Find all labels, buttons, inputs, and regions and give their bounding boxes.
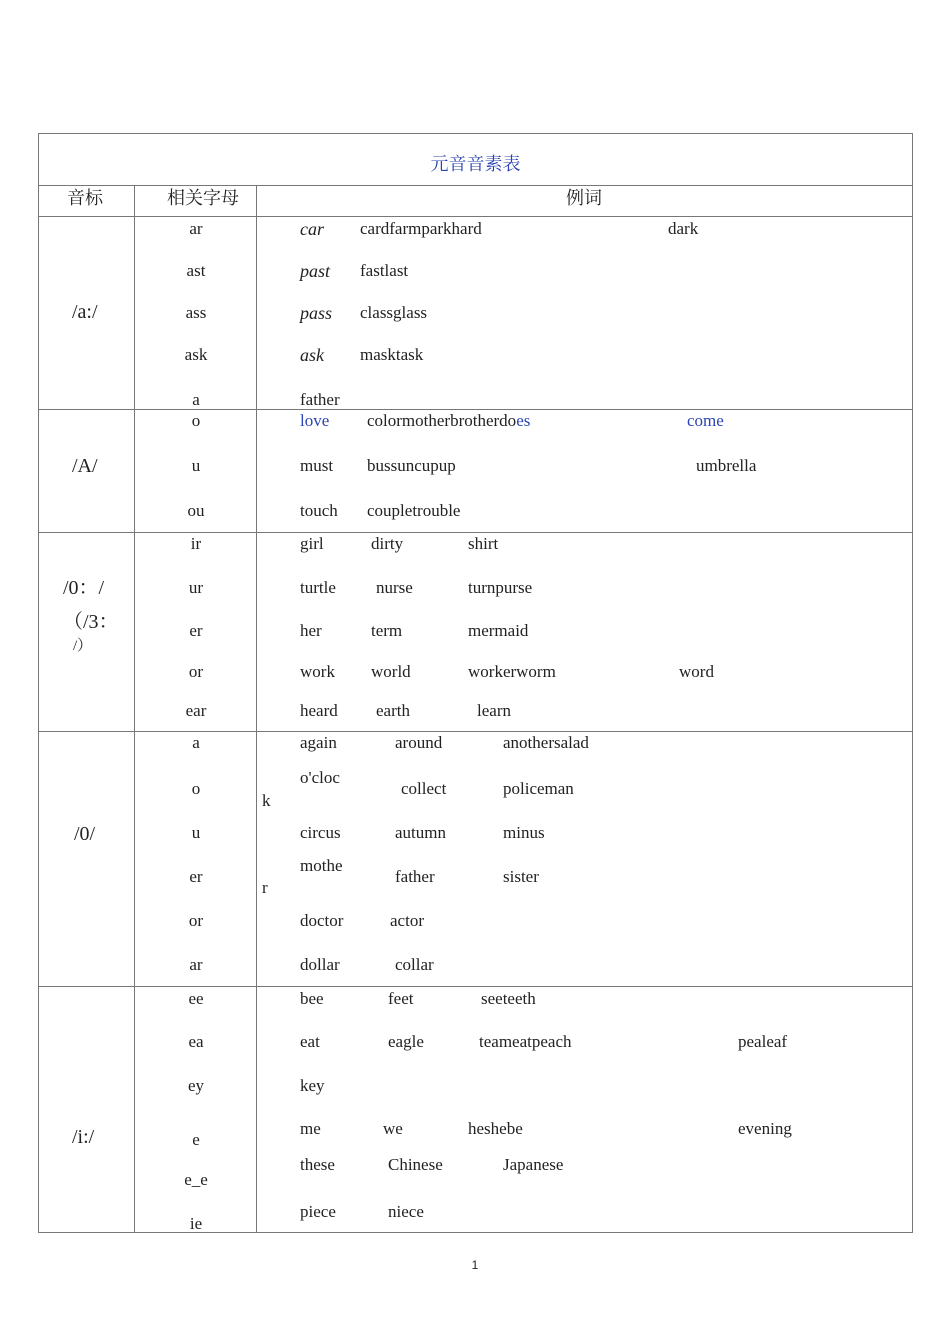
example-word: teameatpeach — [479, 1032, 572, 1051]
key-word: ask — [300, 345, 324, 365]
header-letters: 相关字母 — [167, 188, 239, 209]
example-word: evening — [738, 1119, 792, 1138]
phonetic-symbol: /0：/ — [63, 577, 105, 599]
example-word: heard — [300, 701, 338, 720]
letter-pattern: ou — [187, 501, 205, 520]
vowel-table — [38, 133, 913, 1233]
header-symbol: 音标 — [67, 188, 103, 209]
example-word: we — [383, 1119, 403, 1138]
example-word: sister — [503, 867, 539, 886]
example-word-fragment: k — [262, 791, 271, 810]
example-word: nurse — [376, 578, 413, 597]
example-word: masktask — [360, 345, 424, 364]
example-word: touch — [300, 501, 338, 520]
example-word: father — [300, 390, 340, 409]
table-title: 元音音素表 — [430, 154, 521, 175]
divider — [38, 532, 913, 533]
letter-pattern: ask — [184, 345, 208, 364]
example-word: seeteeth — [481, 989, 536, 1008]
letter-pattern: u — [191, 456, 201, 475]
example-word: love — [300, 411, 330, 430]
example-word: heshebe — [468, 1119, 523, 1138]
example-word: word — [679, 662, 714, 681]
key-word: car — [300, 219, 324, 239]
example-word: around — [395, 733, 443, 752]
letter-pattern: ast — [186, 261, 206, 280]
example-word: work — [300, 662, 335, 681]
example-word: me — [300, 1119, 321, 1138]
letter-pattern: ea — [188, 1032, 204, 1051]
phonetic-symbol-alt: （/3： — [63, 611, 119, 633]
divider — [38, 216, 913, 217]
example-word: turtle — [300, 578, 336, 597]
example-word: actor — [390, 911, 424, 930]
example-word: must — [300, 456, 334, 475]
example-word: learn — [477, 701, 511, 720]
example-word: world — [371, 662, 411, 681]
letter-pattern: ir — [190, 534, 202, 553]
divider — [38, 731, 913, 732]
example-word: workerworm — [468, 662, 556, 681]
key-word: pass — [300, 303, 333, 323]
example-word: anothersalad — [503, 733, 589, 752]
example-word: umbrella — [696, 456, 757, 475]
example-word: come — [687, 411, 724, 430]
example-word: earth — [376, 701, 410, 720]
example-word: girl — [300, 534, 324, 553]
example-word: these — [300, 1155, 335, 1174]
phonetic-symbol: /0/ — [74, 823, 96, 845]
example-word: collect — [401, 779, 447, 798]
example-word: pealeaf — [738, 1032, 788, 1051]
divider — [38, 185, 913, 186]
example-word: feet — [388, 989, 414, 1008]
letter-pattern: e — [192, 1130, 200, 1149]
example-word: bussuncupup — [367, 456, 456, 475]
example-word: father — [395, 867, 435, 886]
example-word: turnpurse — [468, 578, 533, 597]
key-word: past — [300, 261, 331, 281]
letter-pattern: e_e — [184, 1170, 208, 1189]
letter-pattern: ur — [188, 578, 204, 597]
letter-pattern: u — [191, 823, 201, 842]
example-word: term — [371, 621, 403, 640]
letter-pattern: or — [188, 662, 204, 681]
example-word: piece — [300, 1202, 336, 1221]
phonetic-symbol: /i:/ — [72, 1126, 95, 1148]
header-examples: 例词 — [566, 188, 602, 209]
letter-pattern: ie — [189, 1214, 203, 1233]
letter-pattern: er — [189, 621, 203, 640]
example-word: dark — [668, 219, 699, 238]
letter-pattern: ee — [188, 989, 204, 1008]
letter-pattern: ar — [189, 955, 203, 974]
example-word: dirty — [371, 534, 404, 553]
example-word: classglass — [360, 303, 428, 322]
example-word: o'cloc — [300, 768, 340, 787]
page-number: 1 — [471, 1258, 479, 1272]
example-word: policeman — [503, 779, 574, 798]
example-word: again — [300, 733, 337, 752]
letter-pattern: a — [192, 390, 200, 409]
example-word: coupletrouble — [367, 501, 461, 520]
letter-pattern: ey — [187, 1076, 205, 1095]
example-word: key — [300, 1076, 325, 1095]
example-word: Chinese — [388, 1155, 443, 1174]
example-word: circus — [300, 823, 341, 842]
letter-pattern: or — [188, 911, 204, 930]
phonetic-symbol-alt: /） — [73, 638, 93, 654]
example-word: bee — [300, 989, 324, 1008]
example-word: her — [300, 621, 322, 640]
example-word: dollar — [300, 955, 340, 974]
example-word: shirt — [468, 534, 499, 553]
example-word: fastlast — [360, 261, 409, 280]
example-word: minus — [503, 823, 545, 842]
example-word: colormotherbrotherdoes — [367, 411, 531, 430]
example-word: cardfarmparkhard — [360, 219, 482, 238]
example-word: Japanese — [503, 1155, 564, 1174]
example-word: doctor — [300, 911, 344, 930]
letter-pattern: o — [191, 411, 201, 430]
example-word: mothe — [300, 856, 343, 875]
letter-pattern: ear — [185, 701, 207, 720]
example-word: collar — [395, 955, 434, 974]
letter-pattern: ass — [185, 303, 207, 322]
phonetic-symbol: /a:/ — [72, 301, 98, 323]
example-word: eagle — [388, 1032, 424, 1051]
phonetic-symbol: /A/ — [72, 455, 98, 477]
divider — [38, 986, 913, 987]
letter-pattern: ar — [189, 219, 203, 238]
example-word: mermaid — [468, 621, 529, 640]
example-word: niece — [388, 1202, 424, 1221]
example-word: autumn — [395, 823, 446, 842]
example-word: eat — [300, 1032, 320, 1051]
letter-pattern: er — [189, 867, 203, 886]
example-word-fragment: r — [262, 878, 268, 897]
letter-pattern: o — [191, 779, 201, 798]
letter-pattern: a — [192, 733, 200, 752]
